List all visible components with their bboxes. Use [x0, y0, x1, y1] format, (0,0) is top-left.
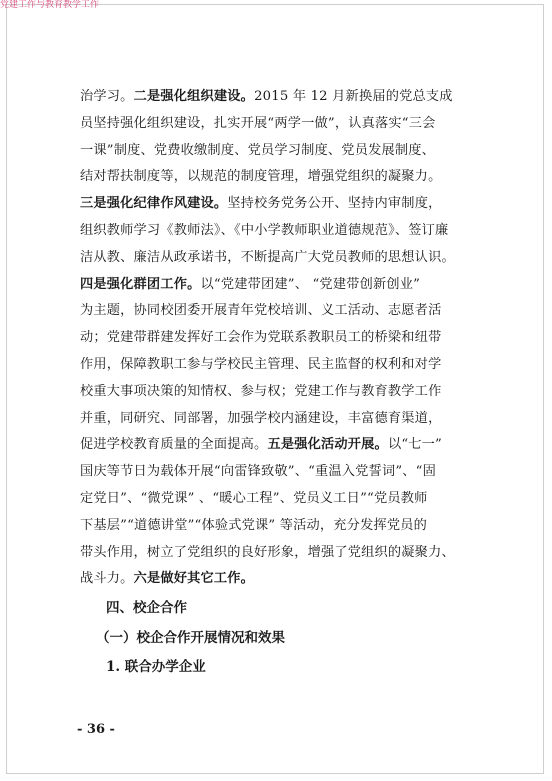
text-segment: 促进学校教育质量的全面提高。 — [80, 437, 268, 453]
text-segment: 洁从教、廉洁从政承诺书，不断提高广大党员教师的思想认识。 — [80, 249, 455, 265]
text-line — [80, 218, 510, 245]
text-line — [80, 111, 510, 138]
bold-lead-phrase: 二是强化组织建设。 — [133, 89, 255, 104]
text-segment: 一课”制度、党费收缴制度、党员学习制度、党员发展制度、 — [80, 142, 436, 158]
text-segment: 动；党建带群建发挥好工会作为党联系教职员工的桥梁和纽带 — [80, 330, 442, 346]
text-line — [80, 325, 510, 352]
text-line — [80, 272, 510, 299]
text-segment: 定党日”、“微党课” 、“暖心工程”、党员义工日”“党员教师 — [80, 490, 428, 506]
text-line — [80, 138, 510, 165]
text-line — [80, 84, 510, 111]
text-segment: 国庆等节日为载体开展“向雷锋致敬”、“重温入党誓词”、“固 — [80, 464, 437, 480]
text-line — [80, 432, 510, 459]
bold-lead-phrase: 六是做好其它工作。 — [133, 571, 255, 587]
text-segment: 坚持校务党务公开、坚持内审制度， — [227, 196, 442, 212]
text-segment: 校重大事项决策的知情权、参与权；党建工作与教育教学工作 — [80, 383, 442, 399]
text-segment: 治学习。 — [80, 89, 134, 104]
text-line — [80, 164, 510, 191]
text-segment: 并重，同研究、同部署，加强学校内涵建设，丰富德育渠道， — [80, 410, 442, 426]
text-segment: 结对帮扶制度等，以规范的制度管理，增强党组织的凝聚力。 — [80, 169, 442, 185]
text-line — [80, 379, 510, 406]
text-segment: 带头作用，树立了党组织的良好形象，增强了党组织的凝聚力、 — [80, 544, 455, 560]
bold-lead-phrase: 四是强化群团工作。 — [80, 276, 201, 292]
text-segment: 为主题，协同校团委开展青年党校培训、义工活动、志愿者活 — [80, 303, 442, 319]
text-line — [80, 352, 510, 379]
text-segment: 2015 年 12 月新换届的党总支成 — [254, 89, 453, 104]
sub-heading: （一）校企合作开展情况和效果 — [96, 630, 285, 646]
text-line — [80, 245, 510, 272]
text-line — [80, 406, 510, 433]
text-segment: 组织教师学习《教师法》、《中小学教师职业道德规范》、签订廉 — [80, 222, 449, 238]
page-number: - 36 - — [77, 722, 115, 737]
text-segment: 作用，保障教职工参与学校民主管理、民主监督的权利和对学 — [80, 356, 442, 372]
text-line — [80, 191, 510, 218]
text-line — [80, 566, 510, 593]
text-line — [80, 459, 510, 486]
section-heading: 四、校企合作 — [106, 600, 187, 616]
text-line — [80, 486, 510, 513]
text-segment: 以“党建带团建”、 “党建带创新创业” — [200, 276, 421, 292]
header-banner: 党建工作与教育教学工作 — [0, 0, 100, 10]
bold-lead-phrase: 五是强化活动开展。 — [267, 437, 388, 453]
text-segment: 以“七一” — [387, 437, 442, 453]
text-line — [80, 513, 510, 540]
text-segment: 员坚持强化组织建设，扎实开展“两学一做”，认真落实“三会 — [80, 115, 436, 131]
text-segment: 战斗力。 — [80, 571, 134, 587]
text-line — [80, 298, 510, 325]
text-segment: 下基层”“道德讲堂”“体验式党课” 等活动，充分发挥党员的 — [80, 517, 428, 533]
bold-lead-phrase: 三是强化纪律作风建设。 — [80, 196, 228, 212]
item-heading: 1. 联合办学企业 — [106, 659, 206, 675]
text-line — [80, 540, 510, 567]
body-paragraph — [80, 84, 510, 593]
